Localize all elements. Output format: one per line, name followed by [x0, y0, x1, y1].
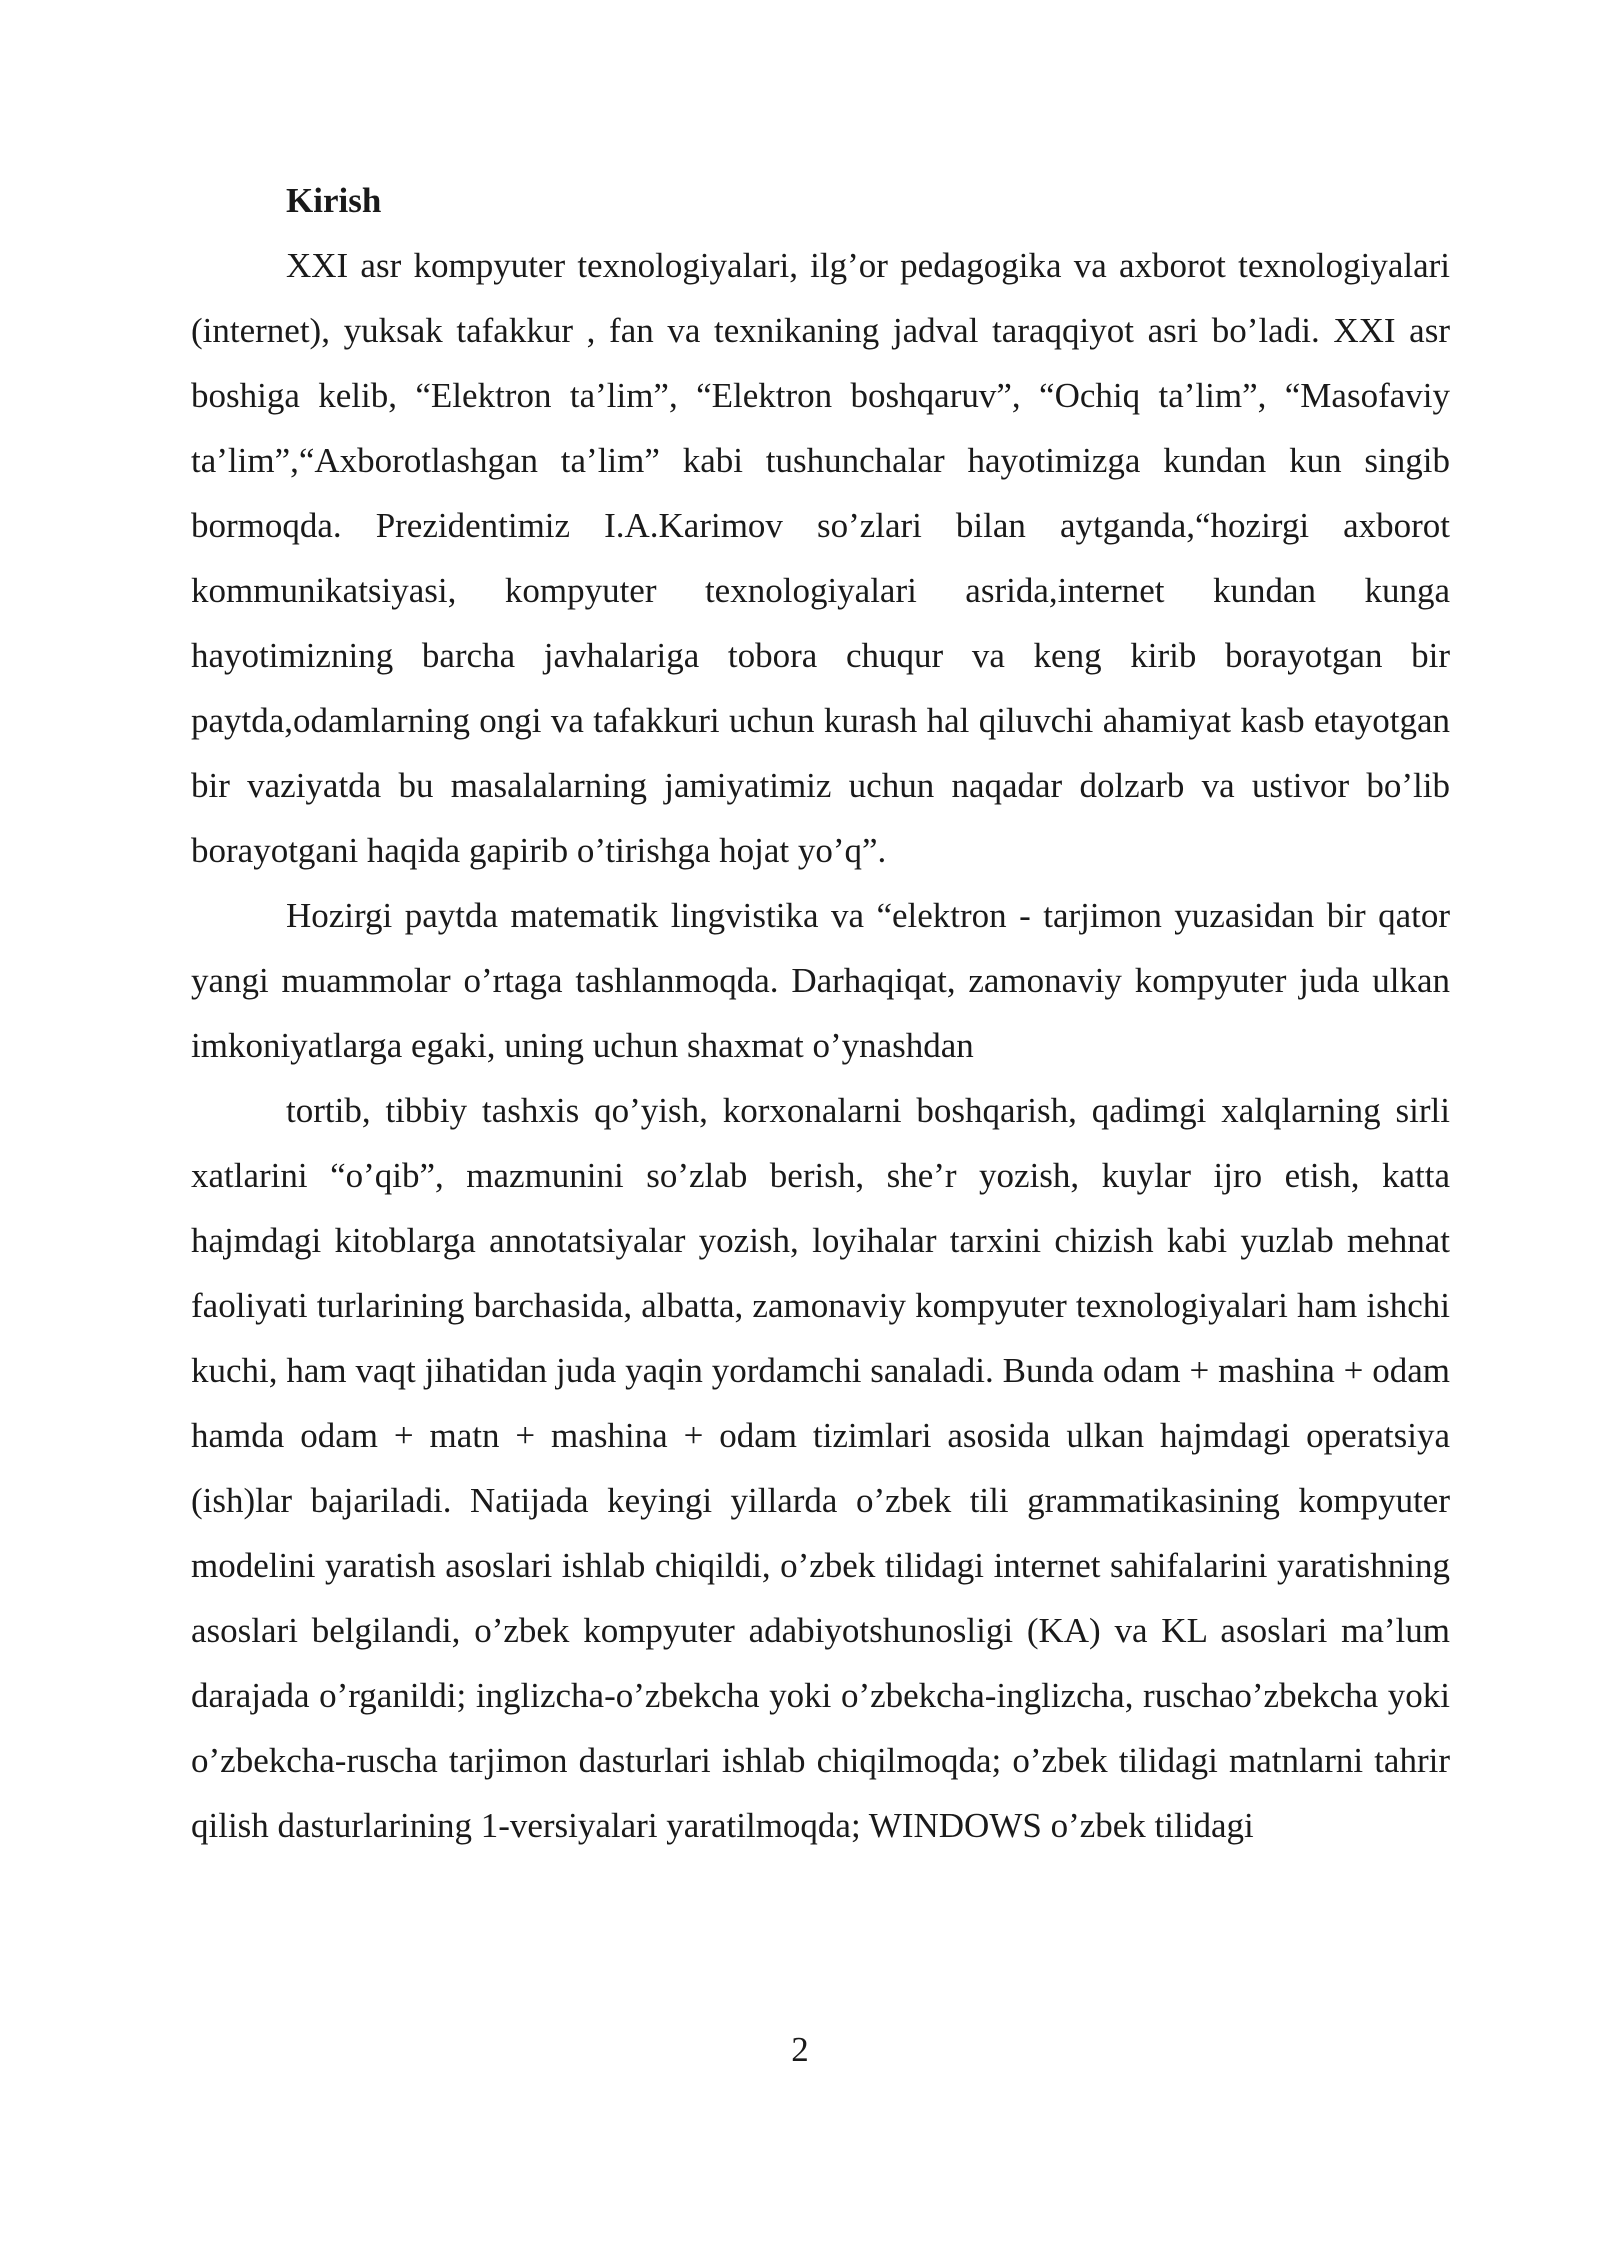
paragraph-applications: tortib, tibbiy tashxis qo’yish, korxonalarni boshqarish, qadimgi xalqlarning sirli xatlarini “o’qib”, mazmunini so’zlab berish, she’r yozish, kuylar ijro etish, katta hajmdagi kitoblarga annotatsiyalar yozish, loyihalar tarxini chizish kabi yuzlab mehnat faoliyati turlarining barchasida, albatta, zamonaviy kompyuter texnologiyalari ham ishchi kuchi, ham vaqt jihatidan juda yaqin yordamchi sanaladi. Bunda odam + mashina + odam hamda odam + matn + mashina + odam tizimlari asosida ulkan hajmdagi operatsiya (ish)lar bajariladi. Natijada keyingi yillarda o’zbek tili grammatikasining kompyuter modelini yaratish asoslari ishlab chiqildi, o’zbek tilidagi internet sahifalarini yaratishning asoslari belgilandi, o’zbek kompyuter adabiyotshunosligi (KA) va KL asoslari ma’lum darajada o’rganildi; inglizcha-o’zbekcha yoki o’zbekcha-inglizcha, ruschao’zbekcha yoki o’zbekcha-ruscha tarjimon dasturlari ishlab chiqilmoqda; o’zbek tilidagi matnlarni tahrir qilish dasturlarining 1-versiyalari yaratilmoqda; WINDOWS o’zbek tilidagi	[191, 1091, 1450, 1845]
page-body	[191, 168, 1450, 1858]
page-number: 2	[791, 2030, 809, 2069]
paragraph-intro: XXI asr kompyuter texnologiyalari, ilg’or pedagogika va axborot texnologiyalari (internet), yuksak tafakkur , fan va texnikaning jadval taraqqiyot asri bo’ladi. XXI asr boshiga kelib, “Elektron ta’lim”, “Elektron boshqaruv”, “Ochiq ta’lim”, “Masofaviy ta’lim”,“Axborotlashgan ta’lim” kabi tushunchalar hayotimizga kundan kun singib bormoqda. Prezidentimiz I.A.Karimov so’zlari bilan aytganda,“hozirgi axborot kommunikatsiyasi, kompyuter texnologiyalari asrida,internet kundan kunga hayotimizning barcha javhalariga tobora chuqur va keng kirib borayotgan bir paytda,odamlarning ongi va tafakkuri uchun kurash hal qiluvchi ahamiyat kasb etayotgan bir vaziyatda bu masalalarning jamiyatimiz uchun naqadar dolzarb va ustivor bo’lib borayotgani haqida gapirib o’tirishga hojat yo’q”.	[191, 246, 1450, 870]
paragraph-linguistics: Hozirgi paytda matematik lingvistika va “elektron - tarjimon yuzasidan bir qator yangi muammolar o’rtaga tashlanmoqda. Darhaqiqat, zamonaviy kompyuter juda ulkan imkoniyatlarga egaki, uning uchun shaxmat o’ynashdan	[191, 896, 1450, 1065]
section-heading: Kirish	[286, 181, 382, 220]
